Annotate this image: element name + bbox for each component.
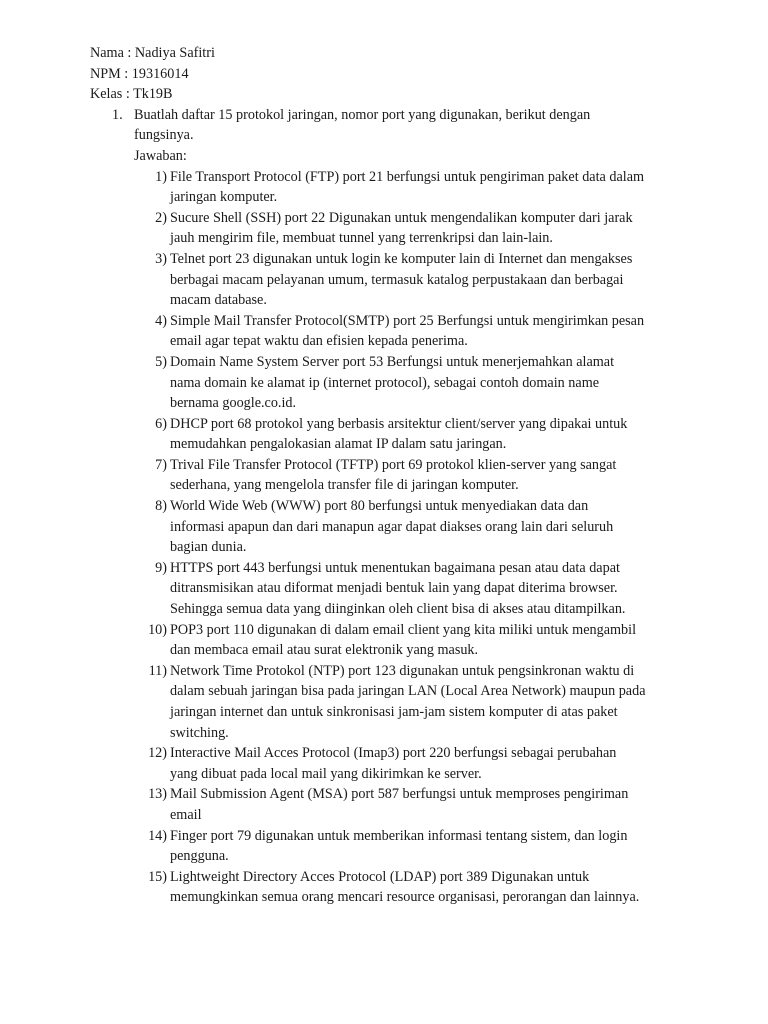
list-item xyxy=(155,311,690,352)
list-item-text-line: File Transport Protocol (FTP) port 21 berfungsi untuk pengiriman paket data dalam xyxy=(170,168,645,185)
question-text-line-1: Buatlah daftar 15 protokol jaringan, nomor port yang digunakan, berikut dengan xyxy=(134,106,591,123)
list-item-text-line: informasi apapun dan dari manapun agar dapat diakses orang lain dari seluruh xyxy=(170,518,614,535)
list-item xyxy=(155,352,690,414)
list-item-text-line: dalam sebuah jaringan bisa pada jaringan LAN (Local Area Network) maupun pada xyxy=(170,683,646,700)
list-item-text-line: pengguna. xyxy=(170,848,229,865)
list-item-index: 5) xyxy=(155,353,167,370)
list-item-index: 11) xyxy=(148,662,167,679)
list-item-index: 1) xyxy=(155,168,167,185)
list-item-text-line: Domain Name System Server port 53 Berfungsi untuk menerjemahkan alamat xyxy=(170,353,615,370)
list-item xyxy=(148,661,690,743)
question-number: 1. xyxy=(112,106,123,123)
list-item-text-line: POP3 port 110 digunakan di dalam email client yang kita miliki untuk mengambil xyxy=(170,621,637,638)
list-item-index: 3) xyxy=(155,250,167,267)
list-item-text-line: ditransmisikan atau diformat menjadi bentuk lain yang dapat diterima browser. xyxy=(170,580,618,597)
list-item-text-line: yang dibuat pada local mail yang dikirimkan ke server. xyxy=(170,765,482,782)
list-item-text-line: Interactive Mail Acces Protocol (Imap3) port 220 berfungsi sebagai perubahan xyxy=(170,745,617,762)
list-item-text-line: bernama google.co.id. xyxy=(170,395,297,412)
list-item-text-line: memudahkan pengalokasian alamat IP dalam satu jaringan. xyxy=(170,436,507,453)
list-item xyxy=(155,208,690,249)
list-item xyxy=(155,414,690,455)
list-item-text-line: nama domain ke alamat ip (internet protocol), sebagai contoh domain name xyxy=(170,374,600,391)
list-item-text-line: Telnet port 23 digunakan untuk login ke komputer lain di Internet dan mengakses xyxy=(170,250,633,267)
list-item-text-line: Finger port 79 digunakan untuk memberikan informasi tentang sistem, dan login xyxy=(170,827,628,844)
list-item-text-line: dan membaca email atau surat elektronik yang masuk. xyxy=(170,642,479,659)
list-item-text-line: memungkinkan semua orang mencari resource organisasi, perorangan dan lainnya. xyxy=(170,889,640,906)
list-item-index: 10) xyxy=(148,621,167,638)
list-item-index: 14) xyxy=(148,827,167,844)
list-item-text-line: Network Time Protokol (NTP) port 123 digunakan untuk pengsinkronan waktu di xyxy=(170,662,635,679)
list-item xyxy=(155,249,690,311)
list-item xyxy=(148,620,690,661)
list-item-text-line: jauh mengirim file, membuat tunnel yang terrenkripsi dan lain-lain. xyxy=(170,230,553,247)
list-item-text-line: bagian dunia. xyxy=(170,539,247,556)
list-item-text-line: jaringan komputer. xyxy=(170,189,278,206)
list-item-index: 8) xyxy=(155,498,167,515)
header-nama: Nama : Nadiya Safitri xyxy=(90,45,215,61)
list-item xyxy=(148,867,690,908)
list-item xyxy=(148,784,690,825)
list-item-index: 9) xyxy=(155,559,167,576)
list-item-text-line: Sehingga semua data yang diinginkan oleh client bisa di akses atau ditampilkan. xyxy=(170,601,626,618)
list-item-text-line: sederhana, yang mengelola transfer file di jaringan komputer. xyxy=(170,477,519,494)
question-1 xyxy=(90,105,690,908)
list-item xyxy=(155,455,690,496)
list-item-text-line: jaringan internet dan untuk sinkronisasi jam-jam sistem komputer di atas paket xyxy=(170,704,618,720)
list-item xyxy=(155,167,690,208)
list-item-text-line: email agar tepat waktu dan efisien kepada penerima. xyxy=(170,333,468,350)
list-item-text-line: DHCP port 68 protokol yang berbasis arsitektur client/server yang dipakai untuk xyxy=(170,415,628,432)
question-text-line-2: fungsinya. xyxy=(134,127,194,144)
list-item-text-line: macam database. xyxy=(170,292,267,309)
list-item-index: 12) xyxy=(148,745,167,762)
answer-list xyxy=(134,167,690,908)
list-item-index: 6) xyxy=(155,415,167,432)
list-item-text-line: Trival File Transfer Protocol (TFTP) port 69 protokol klien-server yang sangat xyxy=(170,456,617,473)
list-item-text-line: berbagai macam pelayanan umum, termasuk katalog perpustakaan dan berbagai xyxy=(170,271,624,288)
list-item-index: 15) xyxy=(148,868,167,885)
list-item-index: 13) xyxy=(148,786,167,803)
list-item-text-line: Lightweight Directory Acces Protocol (LDAP) port 389 Digunakan untuk xyxy=(170,868,590,885)
answer-label: Jawaban: xyxy=(134,147,187,164)
list-item xyxy=(155,558,690,620)
list-item-text-line: switching. xyxy=(170,724,229,741)
list-item-index: 7) xyxy=(155,456,167,473)
document-page xyxy=(90,43,690,908)
header-kelas: Kelas : Tk19B xyxy=(90,86,173,103)
header-npm: NPM : 19316014 xyxy=(90,65,189,82)
list-item-text-line: Simple Mail Transfer Protocol(SMTP) port 25 Berfungsi untuk mengirimkan pesan xyxy=(170,312,645,329)
list-item-text-line: World Wide Web (WWW) port 80 berfungsi untuk menyediakan data dan xyxy=(170,498,589,515)
list-item-text-line: Sucure Shell (SSH) port 22 Digunakan untuk mengendalikan komputer dari jarak xyxy=(170,209,633,226)
list-item-text-line: Mail Submission Agent (MSA) port 587 berfungsi untuk memproses pengiriman xyxy=(170,786,629,803)
list-item-index: 2) xyxy=(155,209,167,226)
list-item-text-line: HTTPS port 443 berfungsi untuk menentukan bagaimana pesan atau data dapat xyxy=(170,559,620,576)
list-item xyxy=(148,826,690,867)
list-item-index: 4) xyxy=(155,312,167,329)
list-item xyxy=(148,743,690,784)
list-item xyxy=(155,496,690,558)
list-item-text-line: email xyxy=(170,806,202,823)
